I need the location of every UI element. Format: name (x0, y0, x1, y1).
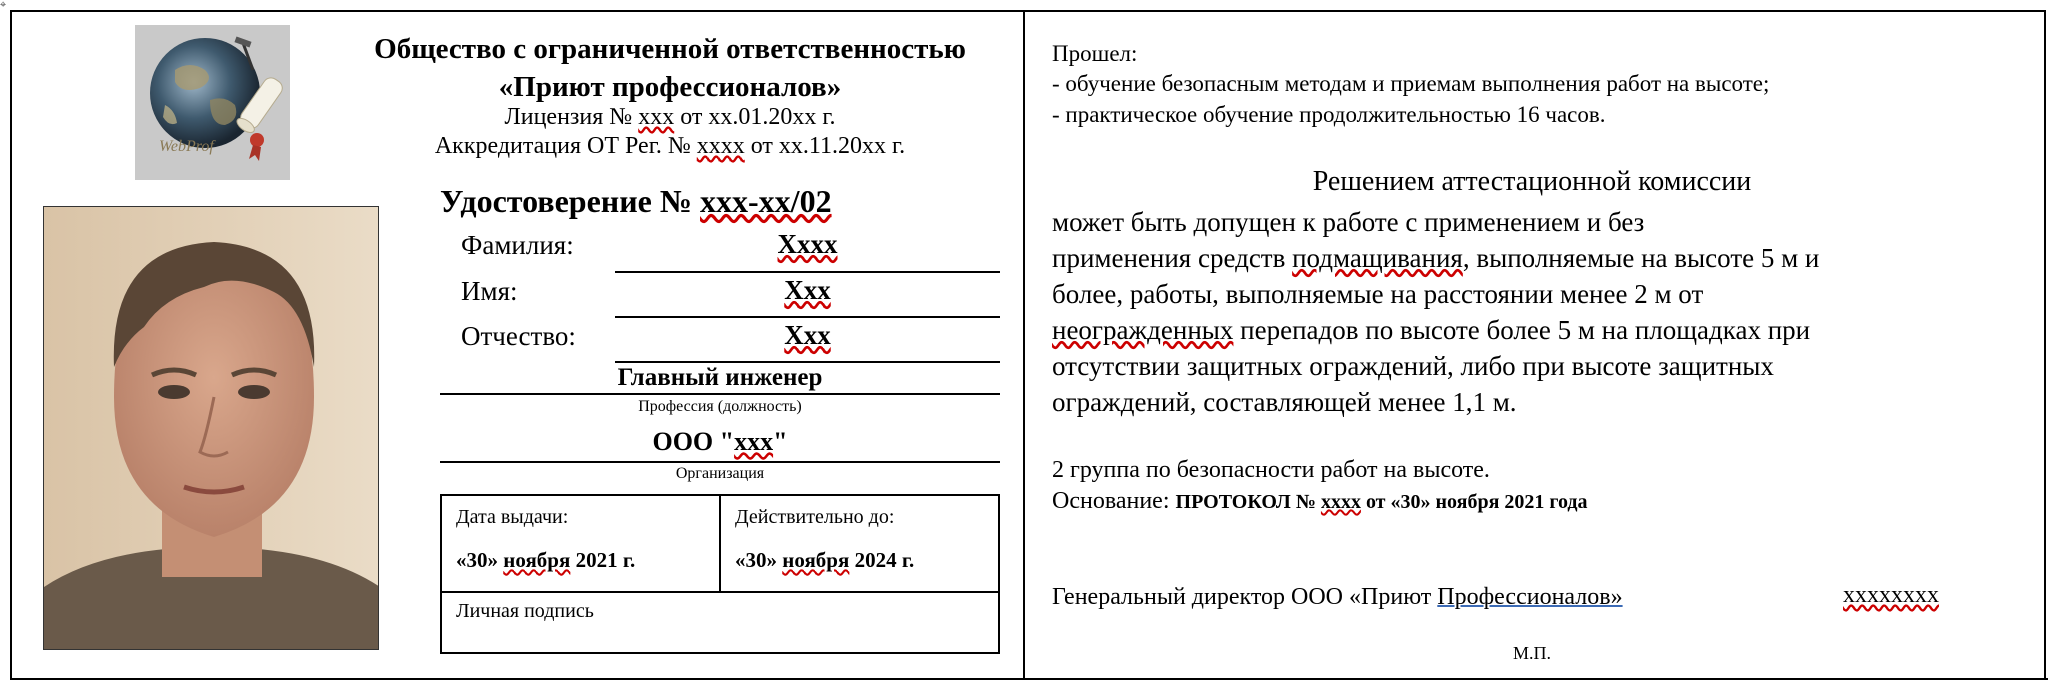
org-line-2: «Приют профессионалов» (498, 71, 842, 103)
position-value: Главный инженер (617, 364, 823, 391)
valid-until-label: Действительно до: (735, 506, 895, 528)
basis-line: Основание: ПРОТОКОЛ № хххх от «30» ноября 2021 года (1052, 488, 1588, 514)
signature-label: Личная подпись (456, 600, 594, 622)
certificate-title: Удостоверение № ххх-хх/02 (440, 183, 832, 219)
patronymic-value: Ххх (784, 320, 831, 350)
name-value: Ххх (784, 275, 831, 305)
decision-line-2: применения средств подмащивания, выполняемые на высоте 5 м и (1052, 243, 1820, 273)
license-number: ххх (638, 104, 675, 130)
certificate-number: ххх-хх/02 (700, 183, 832, 219)
accreditation-number: хххх (696, 133, 745, 159)
surname-value: Хххх (777, 229, 838, 259)
valid-until-value: «30» ноября 2024 г. (735, 548, 915, 572)
director-signature: хххххххх (1843, 582, 1939, 608)
license-block (330, 103, 1010, 161)
organization-value: ООО "ххх" (652, 427, 788, 456)
decision-title: Решением аттестационной комиссии (1312, 166, 1752, 197)
position-caption: Профессия (должность) (638, 398, 802, 415)
employee-photo (43, 206, 379, 650)
organization-line (440, 461, 1000, 463)
accreditation-line: Аккредитация ОТ Рег. № хххх от хх.11.20хх г. (434, 133, 906, 159)
training-item-1: - обучение безопасным методам и приемам выполнения работ на высоте; (1052, 71, 1770, 96)
license-line: Лицензия № ххх от хх.01.20хх г. (504, 104, 836, 130)
name-line (615, 316, 1000, 318)
decision-line-5: отсутствии защитных ограждений, либо при высоте защитных (1052, 351, 1774, 381)
passed-label: Прошел: (1052, 41, 1138, 66)
decision-line-3: более, работы, выполняемые на расстоянии менее 2 м от (1052, 279, 1704, 309)
table-anchor-icon: ⌖ (0, 0, 7, 11)
person-portrait-icon (44, 207, 379, 650)
org-line-1: Общество с ограниченной ответственностью (374, 33, 966, 65)
logo-text: WebProf (159, 138, 214, 155)
decision-line-1: может быть допущен к работе с применением и без (1052, 207, 1645, 237)
patronymic-line (615, 361, 1000, 363)
decision-line-6: ограждений, составляющей менее 1,1 м. (1052, 387, 1517, 417)
surname-line (615, 271, 1000, 273)
safety-group: 2 группа по безопасности работ на высоте. (1052, 457, 1490, 483)
organization-caption: Организация (675, 465, 765, 482)
director-line: Генеральный директор ООО «Приют Профессионалов» (1052, 584, 1623, 610)
company-logo (135, 25, 290, 180)
protocol-reference: ПРОТОКОЛ № хххх от «30» ноября 2021 года (1175, 491, 1588, 513)
organization-name (330, 30, 1010, 106)
decision-line-4: неогражденных перепадов по высоте более 5 м на площадках при (1052, 315, 1811, 345)
name-label: Имя: (461, 276, 518, 306)
globe-scroll-logo-icon (135, 25, 290, 180)
dates-box (440, 494, 1000, 654)
issue-date-label: Дата выдачи: (456, 506, 569, 528)
center-divider (1023, 10, 1025, 678)
stamp-placeholder: М.П. (1513, 643, 1552, 663)
issue-date-value: «30» ноября 2021 г. (456, 548, 636, 572)
training-item-2: - практическое обучение продолжительностью 16 часов. (1052, 102, 1606, 127)
surname-label: Фамилия: (461, 230, 574, 260)
bottom-border (10, 678, 2048, 680)
patronymic-label: Отчество: (461, 321, 576, 351)
position-line (440, 393, 1000, 395)
